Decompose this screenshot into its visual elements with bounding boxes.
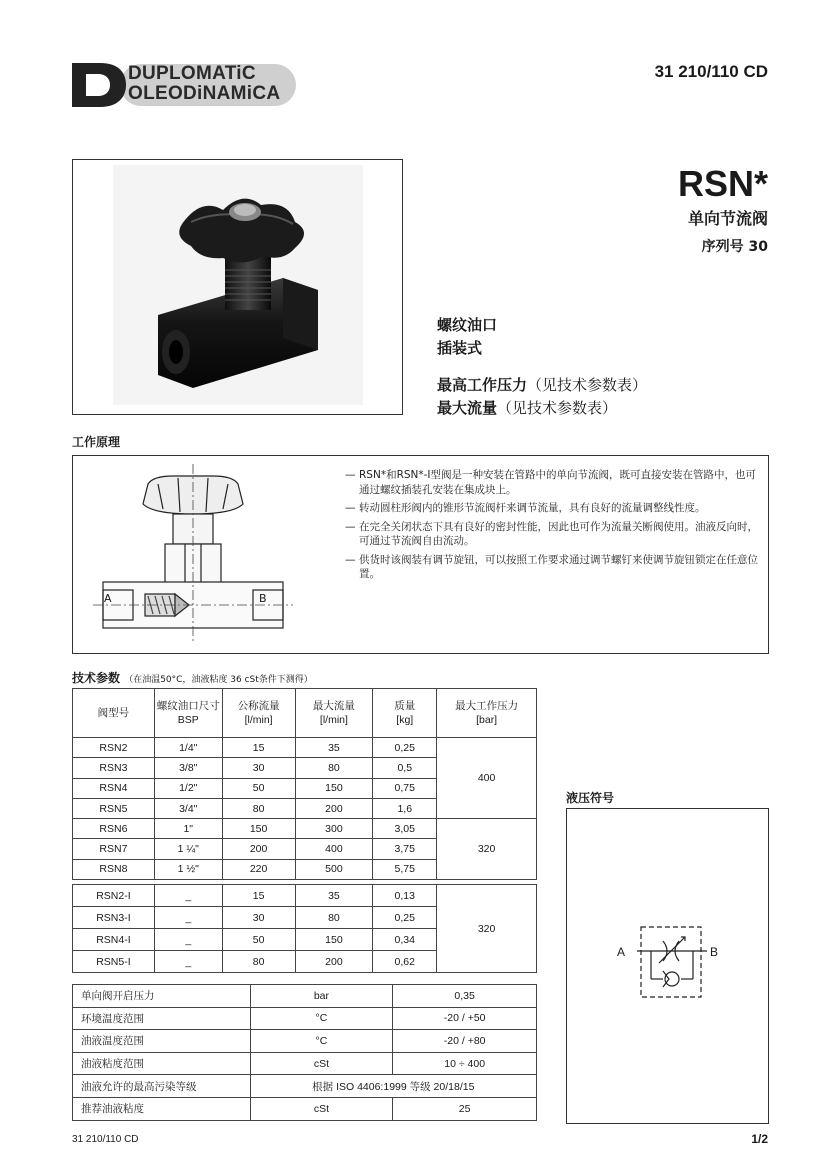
param-value: -20 / +80 [393,1030,537,1053]
table-row [73,1075,537,1098]
bullet-item: — 在完全关闭状态下具有良好的密封性能，因此也可作为流量关断阀使用。油液反向时，可通过节流阀自由流动。 [345,520,760,549]
tech-data-label [72,669,313,686]
header-model: 阀型号 [73,689,155,738]
cell-model: RSN4-I [73,929,155,951]
cell-model: RSN2 [73,738,155,758]
cell-nominal: 150 [222,819,295,839]
cell-model: RSN2-I [73,885,155,907]
cell-port: 1/4" [154,738,222,758]
cell-nominal: 15 [222,738,295,758]
table-header-row [73,689,537,738]
feature-max-flow [437,397,617,418]
param-unit: °C [250,1007,393,1030]
param-name: 油液粘度范围 [73,1052,251,1075]
cell-model: RSN7 [73,839,155,859]
footer-code: 31 210/110 CD [72,1134,139,1145]
cell-nominal: 30 [222,758,295,778]
table-row [73,1030,537,1053]
cell-max: 200 [295,798,373,818]
parameters-table [72,984,537,1121]
valve-photo [73,160,403,415]
cell-pressure-group1: 400 [437,738,537,819]
param-name: 油液允许的最高污染等级 [73,1075,251,1098]
param-name: 单向阀开启压力 [73,985,251,1008]
cell-nominal: 220 [222,859,295,879]
product-subtitle: 单向节流阀 [687,209,768,228]
cell-port: 3/8" [154,758,222,778]
cell-max: 150 [295,778,373,798]
table-row [73,1097,537,1120]
tech-data-note: （在油温50°C，油液粘度 36 cSt条件下测得） [124,675,313,685]
cell-port: 1 ½" [154,859,222,879]
cell-mass: 1,6 [373,798,437,818]
product-title: RSN* [677,163,768,204]
cell-model: RSN8 [73,859,155,879]
param-unit: bar [250,985,393,1008]
cell-pressure-group2: 320 [437,819,537,880]
table-row [73,885,537,907]
cell-max: 500 [295,859,373,879]
cell-mass: 0,5 [373,758,437,778]
bullet-item: — RSN*和RSN*-I型阀是一种安装在管路中的单向节流阀，既可直接安装在管路中，也可通过螺纹插装孔安装在集成块上。 [345,468,760,497]
cell-port: _ [154,929,222,951]
param-value: 0,35 [393,985,537,1008]
working-principle-bullets [345,468,760,586]
param-value: 10 ÷ 400 [393,1052,537,1075]
cell-nominal: 80 [222,951,295,973]
cell-port: 3/4" [154,798,222,818]
cartridge-model-table [72,884,537,973]
tech-data-title: 技术参数 [72,671,121,685]
check-throttle-symbol [637,921,707,1001]
hydraulic-symbol-label: 液压符号 [566,791,615,805]
cell-model: RSN4 [73,778,155,798]
table-row [73,819,537,839]
cell-port: 1 ¼" [154,839,222,859]
feature-max-pressure-label: 最高工作压力 [437,376,528,394]
working-principle-label: 工作原理 [72,435,121,449]
cell-model: RSN3-I [73,907,155,929]
param-name: 油液温度范围 [73,1030,251,1053]
cell-model: RSN6 [73,819,155,839]
feature-max-flow-label: 最大流量 [437,399,498,417]
param-name: 推荐油液粘度 [73,1097,251,1120]
feature-cartridge: 插装式 [437,339,483,357]
cell-max: 35 [295,738,373,758]
param-value: 25 [393,1097,537,1120]
cell-nominal: 50 [222,778,295,798]
cell-mass: 0,62 [373,951,437,973]
cell-max: 150 [295,929,373,951]
param-value: 根据 ISO 4406:1999 等级 20/18/15 [250,1075,536,1098]
param-value: -20 / +50 [393,1007,537,1030]
cell-model: RSN5 [73,798,155,818]
header-max-flow: 最大流量 [l/min] [295,689,373,738]
product-photo-frame [72,159,403,415]
param-unit: cSt [250,1097,393,1120]
cell-mass: 3,05 [373,819,437,839]
cell-nominal: 30 [222,907,295,929]
bullet-item: — 供货时该阀装有调节旋钮，可以按照工作要求通过调节螺钉来使调节旋钮锁定在任意位置。 [345,553,760,582]
cell-port: 1" [154,819,222,839]
section-port-a: A [104,592,112,605]
cell-mass: 5,75 [373,859,437,879]
cell-mass: 0,13 [373,885,437,907]
cell-max: 35 [295,885,373,907]
cell-nominal: 50 [222,929,295,951]
valve-section-drawing [93,464,293,644]
document-code: 31 210/110 CD [654,62,768,81]
cell-model: RSN3 [73,758,155,778]
symbol-port-a: A [617,945,626,959]
table-row [73,1052,537,1075]
logo-line2: OLEODiNAMiCA [128,83,281,104]
cell-nominal: 15 [222,885,295,907]
cell-pressure-group3: 320 [437,885,537,973]
hydraulic-symbol-box [566,808,769,1124]
cell-port: _ [154,907,222,929]
cell-port: _ [154,951,222,973]
cell-model: RSN5-I [73,951,155,973]
table-row [73,985,537,1008]
cell-max: 80 [295,907,373,929]
header-nominal-flow: 公称流量 [l/min] [222,689,295,738]
model-table [72,688,537,880]
param-unit: °C [250,1030,393,1053]
product-series: 序列号 30 [701,239,768,255]
cell-nominal: 80 [222,798,295,818]
cell-mass: 3,75 [373,839,437,859]
cell-max: 400 [295,839,373,859]
header-max-pressure: 最大工作压力 [bar] [437,689,537,738]
cell-port: _ [154,885,222,907]
page-number: 1/2 [751,1132,768,1146]
cell-nominal: 200 [222,839,295,859]
feature-max-flow-note: （见技术参数表） [497,399,618,417]
cell-mass: 0,25 [373,907,437,929]
cell-mass: 0,75 [373,778,437,798]
header-port-size: 螺纹油口尺寸 BSP [154,689,222,738]
cell-mass: 0,34 [373,929,437,951]
feature-threaded-ports: 螺纹油口 [437,316,498,334]
table-row [73,738,537,758]
cell-port: 1/2" [154,778,222,798]
logo-line1: DUPLOMATiC [128,63,256,84]
param-name: 环境温度范围 [73,1007,251,1030]
cell-max: 80 [295,758,373,778]
symbol-port-b: B [710,945,719,959]
section-port-b: B [259,592,267,605]
cell-max: 300 [295,819,373,839]
feature-max-pressure-note: （见技术参数表） [527,376,648,394]
feature-max-pressure [437,374,647,395]
param-unit: cSt [250,1052,393,1075]
logo-wordmark [128,64,280,104]
bullet-item: — 转动圆柱形阀内的锥形节流阀杆来调节流量，具有良好的流量调整线性度。 [345,501,760,516]
cell-mass: 0,25 [373,738,437,758]
header-mass: 质量 [kg] [373,689,437,738]
table-row [73,1007,537,1030]
cell-max: 200 [295,951,373,973]
